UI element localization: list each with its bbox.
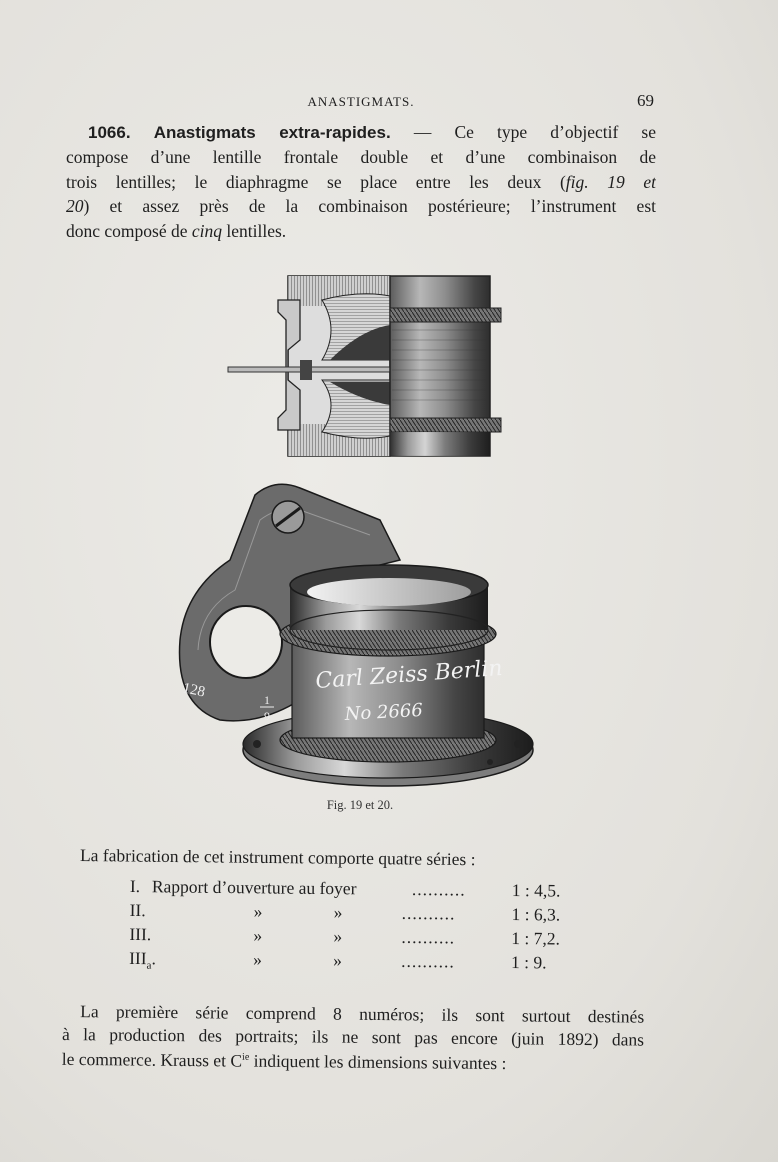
- paragraph-line: le commerce. Krauss et $C^{ie}$ indiquent les dimensions suivantes :: [61, 1048, 507, 1074]
- ditto-mark: »: [333, 950, 342, 971]
- closing-paragraph: [62, 1000, 645, 1076]
- series-row: [129, 948, 579, 977]
- leader-dots: ..........: [401, 926, 456, 948]
- paragraph-line: 1066. Anastigmats extra-rapides. — Ce type d’objectif se: [88, 122, 656, 142]
- figure-19-section-view: [228, 276, 501, 456]
- leader-dots: ..........: [401, 950, 455, 972]
- ditto-mark: »: [253, 901, 263, 922]
- figure-caption: Fig. 19 et 20.: [326, 798, 394, 812]
- series-description: Rapport d’ouverture au foyer: [151, 876, 357, 899]
- series-ratio: 1 : 6,3.: [511, 903, 561, 925]
- paragraph-line: à la production des portraits; ils ne sont pas encore (juin 1892) dans: [61, 1023, 645, 1050]
- series-label: $III_a$.: [129, 947, 156, 972]
- plate-fraction-numerator: 1: [264, 693, 270, 707]
- figure-reference: 20: [66, 196, 84, 217]
- paragraph-line: La première série comprend 8 numéros; ils sont surtout destinés: [80, 1001, 645, 1027]
- maker-engraving: Carl Zeiss Berlin: [314, 655, 504, 694]
- page-number: 69: [637, 91, 654, 110]
- series-label: II.: [129, 899, 146, 921]
- intro-line: La fabrication de cet instrument comporte quatre séries :: [79, 845, 476, 870]
- series-ratio: 1 : 7,2.: [511, 927, 561, 949]
- paragraph-line: compose d’une lentille frontale double et d’une combinaison de: [66, 147, 656, 168]
- section-number: 1066.: [88, 123, 131, 142]
- series-ratio: 1 : 9.: [511, 951, 547, 973]
- series-label: III.: [129, 923, 152, 945]
- leader-dots: ..........: [401, 902, 456, 924]
- figure-20-lens-view: [180, 484, 534, 786]
- ditto-mark: »: [333, 902, 343, 923]
- ditto-mark: »: [253, 949, 262, 970]
- plate-fraction-denominator: 9: [264, 709, 270, 723]
- ditto-mark: »: [333, 926, 343, 947]
- emphasis-cinq: cinq: [191, 220, 223, 241]
- plate-number-engraving: 128: [181, 680, 207, 701]
- section-heading: Anastigmats extra-rapides.: [153, 123, 391, 142]
- figure-reference: fig. 19 et: [565, 171, 656, 192]
- ditto-mark: »: [253, 925, 263, 946]
- leader-dots: ..........: [411, 878, 466, 900]
- running-title: ANASTIGMATS.: [307, 94, 415, 109]
- series-ratio: 1 : 4,5.: [511, 880, 561, 901]
- series-list: [129, 876, 580, 977]
- paragraph-line: donc composé de cinq lentilles.: [66, 220, 287, 241]
- series-label: I.: [129, 876, 141, 897]
- paragraph-line: 20) et assez près de la combinaison postérieure; l’instrument est: [66, 196, 656, 217]
- paragraph-line: trois lentilles; le diaphragme se place entre les deux (fig. 19 et: [66, 171, 656, 192]
- serial-engraving: No 2666: [344, 699, 424, 725]
